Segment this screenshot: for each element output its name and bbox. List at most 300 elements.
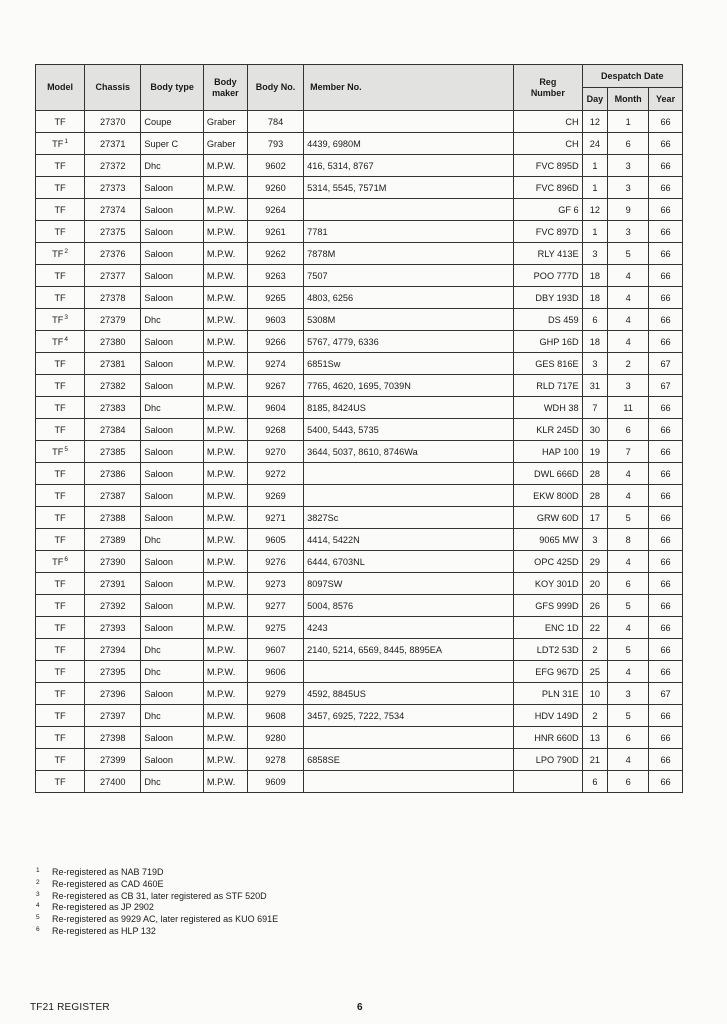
- cell-model: [36, 353, 85, 375]
- table-row: [36, 419, 683, 441]
- table-row: [36, 551, 683, 573]
- cell-body-no: 9269: [247, 485, 303, 507]
- table-row: [36, 221, 683, 243]
- cell-body-type: Saloon: [141, 573, 203, 595]
- header-chassis: Chassis: [85, 65, 141, 111]
- cell-month: 11: [608, 397, 649, 419]
- model-text: TF: [52, 336, 64, 347]
- cell-model: [36, 265, 85, 287]
- footnote: [36, 891, 278, 903]
- cell-model: [36, 463, 85, 485]
- cell-day: 1: [582, 221, 608, 243]
- cell-body-type: Saloon: [141, 441, 203, 463]
- cell-body-no: 9608: [247, 705, 303, 727]
- cell-body-type: Dhc: [141, 529, 203, 551]
- cell-day: 2: [582, 705, 608, 727]
- footnote-ref: 1: [64, 137, 68, 145]
- cell-member-no: [304, 727, 514, 749]
- cell-body-type: Saloon: [141, 287, 203, 309]
- cell-year: 66: [649, 243, 683, 265]
- model-text: TF: [54, 292, 66, 303]
- cell-day: 10: [582, 683, 608, 705]
- cell-chassis: 27391: [85, 573, 141, 595]
- cell-body-maker: Graber: [203, 133, 247, 155]
- cell-year: 67: [649, 375, 683, 397]
- cell-member-no: 6858SE: [304, 749, 514, 771]
- cell-chassis: 27377: [85, 265, 141, 287]
- table-row: [36, 331, 683, 353]
- cell-month: 6: [608, 573, 649, 595]
- cell-year: 66: [649, 441, 683, 463]
- cell-member-no: 3644, 5037, 8610, 8746Wa: [304, 441, 514, 463]
- cell-member-no: 7507: [304, 265, 514, 287]
- cell-chassis: 27395: [85, 661, 141, 683]
- cell-chassis: 27392: [85, 595, 141, 617]
- cell-model: [36, 529, 85, 551]
- cell-member-no: [304, 111, 514, 133]
- model-text: TF: [54, 116, 66, 127]
- cell-month: 6: [608, 771, 649, 793]
- footnote-number: 3: [36, 890, 40, 898]
- cell-day: 1: [582, 155, 608, 177]
- cell-body-type: Saloon: [141, 507, 203, 529]
- cell-body-type: Dhc: [141, 397, 203, 419]
- header-body-type: Body type: [141, 65, 203, 111]
- cell-reg-number: GF 6: [514, 199, 583, 221]
- cell-month: 2: [608, 353, 649, 375]
- cell-body-no: 9271: [247, 507, 303, 529]
- footnote-text: Re-registered as 9929 AC, later registered as KUO 691E: [52, 914, 279, 925]
- cell-day: 18: [582, 287, 608, 309]
- cell-day: 18: [582, 331, 608, 353]
- cell-reg-number: FVC 895D: [514, 155, 583, 177]
- model-text: TF: [54, 358, 66, 369]
- cell-model: [36, 331, 85, 353]
- cell-month: 5: [608, 507, 649, 529]
- cell-body-type: Saloon: [141, 463, 203, 485]
- cell-chassis: 27390: [85, 551, 141, 573]
- cell-body-maker: M.P.W.: [203, 573, 247, 595]
- cell-chassis: 27371: [85, 133, 141, 155]
- footnote-text: Re-registered as NAB 719D: [52, 867, 164, 877]
- cell-body-type: Coupe: [141, 111, 203, 133]
- cell-member-no: 6444, 6703NL: [304, 551, 514, 573]
- cell-member-no: 7765, 4620, 1695, 7039N: [304, 375, 514, 397]
- model-text: TF: [54, 644, 66, 655]
- cell-model: [36, 287, 85, 309]
- cell-chassis: 27380: [85, 331, 141, 353]
- cell-model: [36, 617, 85, 639]
- table-row: [36, 727, 683, 749]
- cell-reg-number: OPC 425D: [514, 551, 583, 573]
- model-text: TF: [54, 204, 66, 215]
- cell-year: 66: [649, 749, 683, 771]
- cell-body-no: 9273: [247, 573, 303, 595]
- cell-reg-number: DBY 193D: [514, 287, 583, 309]
- cell-model: [36, 133, 85, 155]
- cell-chassis: 27387: [85, 485, 141, 507]
- model-text: TF: [54, 754, 66, 765]
- cell-month: 7: [608, 441, 649, 463]
- cell-year: 66: [649, 463, 683, 485]
- cell-body-no: 9262: [247, 243, 303, 265]
- cell-body-type: Saloon: [141, 595, 203, 617]
- footnote-number: 1: [36, 867, 40, 874]
- cell-body-type: Saloon: [141, 375, 203, 397]
- cell-body-no: 9275: [247, 617, 303, 639]
- cell-body-maker: M.P.W.: [203, 397, 247, 419]
- cell-model: [36, 771, 85, 793]
- header-day: Day: [582, 88, 608, 111]
- model-text: TF: [54, 578, 66, 589]
- cell-chassis: 27398: [85, 727, 141, 749]
- cell-model: [36, 111, 85, 133]
- footnote: [36, 879, 278, 891]
- table-row: [36, 441, 683, 463]
- cell-day: 21: [582, 749, 608, 771]
- cell-reg-number: HDV 149D: [514, 705, 583, 727]
- footnote: [36, 902, 278, 914]
- cell-chassis: 27376: [85, 243, 141, 265]
- cell-body-maker: M.P.W.: [203, 463, 247, 485]
- cell-member-no: 5314, 5545, 7571M: [304, 177, 514, 199]
- cell-body-maker: M.P.W.: [203, 617, 247, 639]
- cell-day: 22: [582, 617, 608, 639]
- table-row: [36, 353, 683, 375]
- cell-reg-number: GHP 16D: [514, 331, 583, 353]
- footnote-ref: 3: [64, 313, 68, 321]
- cell-body-no: 9274: [247, 353, 303, 375]
- cell-model: [36, 727, 85, 749]
- header-member-no: Member No.: [304, 65, 514, 111]
- table-row: [36, 507, 683, 529]
- cell-year: 66: [649, 617, 683, 639]
- cell-year: 66: [649, 111, 683, 133]
- cell-body-maker: M.P.W.: [203, 353, 247, 375]
- cell-chassis: 27374: [85, 199, 141, 221]
- cell-month: 4: [608, 661, 649, 683]
- cell-year: 66: [649, 595, 683, 617]
- cell-year: 66: [649, 705, 683, 727]
- cell-body-maker: M.P.W.: [203, 243, 247, 265]
- cell-chassis: 27396: [85, 683, 141, 705]
- cell-reg-number: POO 777D: [514, 265, 583, 287]
- table-row: [36, 309, 683, 331]
- footnote-text: Re-registered as CB 31, later registered as STF 520D: [52, 890, 267, 901]
- cell-model: [36, 441, 85, 463]
- table-row: [36, 397, 683, 419]
- cell-body-maker: M.P.W.: [203, 199, 247, 221]
- cell-day: 2: [582, 639, 608, 661]
- cell-model: [36, 705, 85, 727]
- cell-day: 24: [582, 133, 608, 155]
- cell-model: [36, 595, 85, 617]
- cell-member-no: 5400, 5443, 5735: [304, 419, 514, 441]
- cell-day: 31: [582, 375, 608, 397]
- cell-body-maker: M.P.W.: [203, 155, 247, 177]
- model-text: TF: [54, 622, 66, 633]
- cell-month: 3: [608, 375, 649, 397]
- model-text: TF: [54, 468, 66, 479]
- footnote-ref: 5: [64, 445, 68, 453]
- cell-body-type: Saloon: [141, 727, 203, 749]
- cell-year: 66: [649, 199, 683, 221]
- cell-member-no: 2140, 5214, 6569, 8445, 8895EA: [304, 639, 514, 661]
- cell-member-no: 4803, 6256: [304, 287, 514, 309]
- cell-body-type: Super C: [141, 133, 203, 155]
- cell-body-maker: M.P.W.: [203, 507, 247, 529]
- footnote-number: 4: [36, 902, 40, 910]
- cell-day: 18: [582, 265, 608, 287]
- footnote-text: Re-registered as HLP 132: [52, 925, 156, 936]
- cell-month: 4: [608, 749, 649, 771]
- cell-year: 66: [649, 133, 683, 155]
- cell-body-maker: M.P.W.: [203, 485, 247, 507]
- cell-month: 4: [608, 617, 649, 639]
- table-row: [36, 375, 683, 397]
- cell-day: 20: [582, 573, 608, 595]
- cell-year: 66: [649, 661, 683, 683]
- cell-reg-number: CH: [514, 111, 583, 133]
- cell-reg-number: GES 816E: [514, 353, 583, 375]
- cell-body-maker: Graber: [203, 111, 247, 133]
- cell-month: 6: [608, 727, 649, 749]
- footnote-ref: 2: [64, 247, 68, 255]
- footnote-number: 5: [36, 914, 40, 922]
- header-body-maker: [203, 65, 247, 111]
- cell-model: [36, 221, 85, 243]
- cell-member-no: [304, 771, 514, 793]
- cell-body-maker: M.P.W.: [203, 529, 247, 551]
- cell-year: 66: [649, 639, 683, 661]
- cell-body-maker: M.P.W.: [203, 551, 247, 573]
- cell-body-maker: M.P.W.: [203, 749, 247, 771]
- cell-body-no: 9267: [247, 375, 303, 397]
- header-model: Model: [36, 65, 85, 111]
- model-text: TF: [54, 666, 66, 677]
- cell-body-no: 9603: [247, 309, 303, 331]
- footnote: [36, 914, 278, 926]
- cell-reg-number: PLN 31E: [514, 683, 583, 705]
- table-row: [36, 771, 683, 793]
- cell-day: 12: [582, 199, 608, 221]
- cell-reg-number: GRW 60D: [514, 507, 583, 529]
- cell-month: 3: [608, 683, 649, 705]
- cell-body-no: 9270: [247, 441, 303, 463]
- header-reg-line1: Reg: [539, 76, 557, 87]
- cell-reg-number: 9065 MW: [514, 529, 583, 551]
- cell-member-no: [304, 485, 514, 507]
- cell-day: 3: [582, 353, 608, 375]
- cell-body-maker: M.P.W.: [203, 309, 247, 331]
- header-body-maker-line2: maker: [212, 87, 239, 98]
- cell-body-type: Saloon: [141, 419, 203, 441]
- cell-month: 9: [608, 199, 649, 221]
- table-row: [36, 463, 683, 485]
- footnote-number: 2: [36, 878, 40, 886]
- cell-month: 1: [608, 111, 649, 133]
- cell-day: 6: [582, 309, 608, 331]
- cell-member-no: 5767, 4779, 6336: [304, 331, 514, 353]
- cell-day: 26: [582, 595, 608, 617]
- header-despatch-date: Despatch Date: [582, 65, 682, 88]
- table-row: [36, 485, 683, 507]
- cell-year: 66: [649, 727, 683, 749]
- cell-day: 19: [582, 441, 608, 463]
- cell-member-no: 8185, 8424US: [304, 397, 514, 419]
- cell-member-no: 4592, 8845US: [304, 683, 514, 705]
- cell-chassis: 27382: [85, 375, 141, 397]
- cell-chassis: 27385: [85, 441, 141, 463]
- cell-body-no: 9277: [247, 595, 303, 617]
- cell-member-no: 4414, 5422N: [304, 529, 514, 551]
- cell-model: [36, 485, 85, 507]
- cell-model: [36, 155, 85, 177]
- cell-reg-number: GFS 999D: [514, 595, 583, 617]
- footnote-ref: 6: [64, 555, 68, 563]
- cell-chassis: 27373: [85, 177, 141, 199]
- cell-body-maker: M.P.W.: [203, 177, 247, 199]
- cell-year: 67: [649, 353, 683, 375]
- cell-body-type: Saloon: [141, 353, 203, 375]
- cell-year: 66: [649, 397, 683, 419]
- table-row: [36, 661, 683, 683]
- cell-month: 4: [608, 265, 649, 287]
- cell-member-no: 416, 5314, 8767: [304, 155, 514, 177]
- table-row: [36, 529, 683, 551]
- cell-body-no: 784: [247, 111, 303, 133]
- table-row: [36, 243, 683, 265]
- cell-chassis: 27388: [85, 507, 141, 529]
- cell-day: 3: [582, 243, 608, 265]
- cell-body-no: 9280: [247, 727, 303, 749]
- cell-model: [36, 397, 85, 419]
- cell-body-maker: M.P.W.: [203, 419, 247, 441]
- cell-month: 5: [608, 705, 649, 727]
- cell-month: 6: [608, 419, 649, 441]
- cell-year: 66: [649, 155, 683, 177]
- table-row: [36, 133, 683, 155]
- cell-day: 7: [582, 397, 608, 419]
- model-text: TF: [54, 732, 66, 743]
- cell-reg-number: HNR 660D: [514, 727, 583, 749]
- cell-month: 3: [608, 221, 649, 243]
- footnote: [36, 926, 278, 938]
- cell-member-no: 7878M: [304, 243, 514, 265]
- cell-body-no: 9606: [247, 661, 303, 683]
- cell-body-type: Dhc: [141, 705, 203, 727]
- footnotes: [36, 867, 278, 938]
- cell-month: 5: [608, 639, 649, 661]
- cell-body-no: 793: [247, 133, 303, 155]
- cell-body-maker: M.P.W.: [203, 683, 247, 705]
- cell-reg-number: CH: [514, 133, 583, 155]
- cell-reg-number: WDH 38: [514, 397, 583, 419]
- table-row: [36, 199, 683, 221]
- cell-reg-number: FVC 896D: [514, 177, 583, 199]
- page-number: 6: [357, 1002, 363, 1013]
- cell-chassis: 27372: [85, 155, 141, 177]
- cell-body-no: 9261: [247, 221, 303, 243]
- model-text: TF: [54, 402, 66, 413]
- cell-body-type: Saloon: [141, 331, 203, 353]
- register-rows: [36, 111, 683, 793]
- cell-body-no: 9276: [247, 551, 303, 573]
- cell-body-type: Dhc: [141, 309, 203, 331]
- cell-body-no: 9272: [247, 463, 303, 485]
- cell-body-no: 9607: [247, 639, 303, 661]
- cell-chassis: 27381: [85, 353, 141, 375]
- footnote-text: Re-registered as CAD 460E: [52, 878, 164, 889]
- cell-reg-number: DS 459: [514, 309, 583, 331]
- cell-year: 66: [649, 485, 683, 507]
- cell-member-no: [304, 199, 514, 221]
- cell-body-no: 9264: [247, 199, 303, 221]
- cell-month: 5: [608, 595, 649, 617]
- cell-body-no: 9265: [247, 287, 303, 309]
- cell-reg-number: LDT2 53D: [514, 639, 583, 661]
- cell-reg-number: HAP 100: [514, 441, 583, 463]
- cell-day: 28: [582, 485, 608, 507]
- cell-member-no: 5308M: [304, 309, 514, 331]
- cell-model: [36, 507, 85, 529]
- header-body-maker-line1: Body: [214, 76, 237, 87]
- cell-day: 6: [582, 771, 608, 793]
- cell-body-no: 9278: [247, 749, 303, 771]
- cell-body-type: Dhc: [141, 771, 203, 793]
- model-text: TF: [54, 710, 66, 721]
- cell-body-maker: M.P.W.: [203, 639, 247, 661]
- header-body-no: Body No.: [247, 65, 303, 111]
- header-reg-line2: Number: [530, 87, 565, 98]
- cell-member-no: 6851Sw: [304, 353, 514, 375]
- table-row: [36, 705, 683, 727]
- cell-member-no: 5004, 8576: [304, 595, 514, 617]
- cell-body-type: Saloon: [141, 617, 203, 639]
- cell-body-type: Saloon: [141, 749, 203, 771]
- cell-chassis: 27397: [85, 705, 141, 727]
- cell-body-type: Saloon: [141, 551, 203, 573]
- footnote-number: 6: [36, 925, 40, 933]
- cell-body-maker: M.P.W.: [203, 287, 247, 309]
- cell-body-no: 9260: [247, 177, 303, 199]
- cell-member-no: 3827Sc: [304, 507, 514, 529]
- cell-reg-number: [514, 771, 583, 793]
- cell-reg-number: EFG 967D: [514, 661, 583, 683]
- cell-member-no: 7781: [304, 221, 514, 243]
- table-row: [36, 683, 683, 705]
- cell-day: 17: [582, 507, 608, 529]
- cell-member-no: [304, 661, 514, 683]
- cell-chassis: 27393: [85, 617, 141, 639]
- cell-body-maker: M.P.W.: [203, 771, 247, 793]
- cell-year: 66: [649, 507, 683, 529]
- model-text: TF: [54, 160, 66, 171]
- cell-model: [36, 573, 85, 595]
- cell-month: 4: [608, 485, 649, 507]
- model-text: TF: [54, 226, 66, 237]
- cell-model: [36, 661, 85, 683]
- cell-reg-number: KOY 301D: [514, 573, 583, 595]
- cell-body-no: 9268: [247, 419, 303, 441]
- cell-model: [36, 309, 85, 331]
- cell-body-type: Saloon: [141, 199, 203, 221]
- cell-model: [36, 419, 85, 441]
- cell-body-type: Saloon: [141, 243, 203, 265]
- cell-year: 66: [649, 771, 683, 793]
- cell-reg-number: KLR 245D: [514, 419, 583, 441]
- cell-model: [36, 199, 85, 221]
